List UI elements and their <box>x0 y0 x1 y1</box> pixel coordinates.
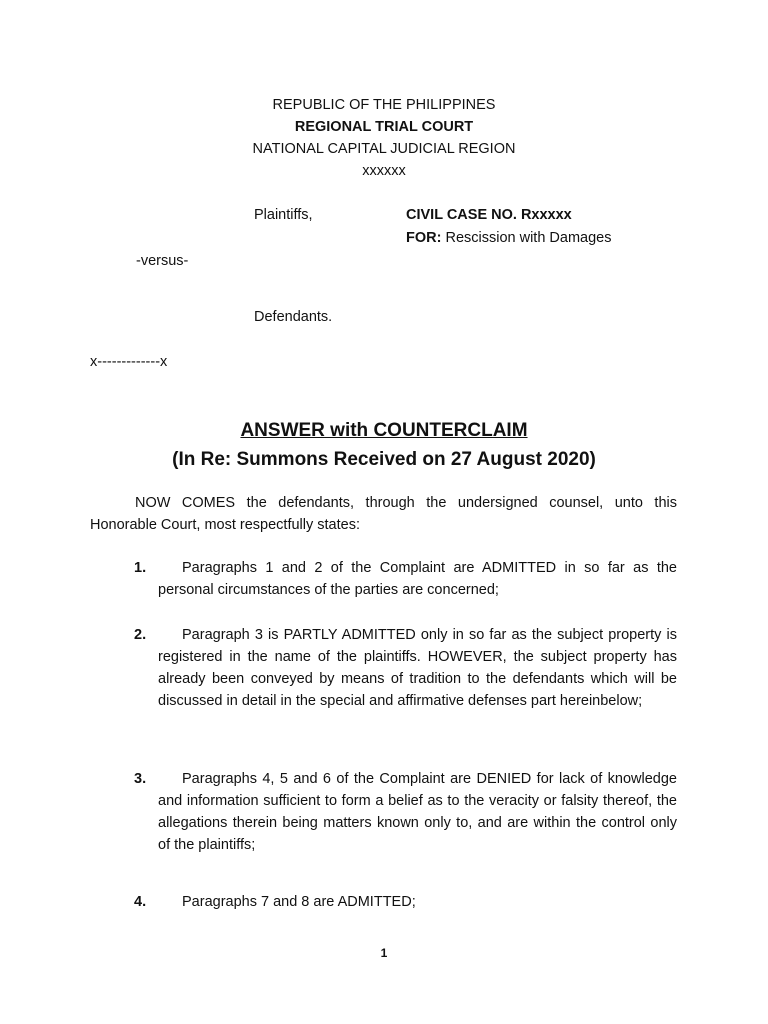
page-number: 1 <box>380 946 388 960</box>
versus-label: -versus- <box>136 253 189 269</box>
document-title: ANSWER with COUNTERCLAIM <box>240 420 528 441</box>
item-number: 2. <box>134 627 147 643</box>
civil-case-number: CIVIL CASE NO. Rxxxxx <box>406 207 572 223</box>
header-branch: xxxxxx <box>362 163 406 179</box>
header-region: NATIONAL CAPITAL JUDICIAL REGION <box>252 141 516 157</box>
for-value: Rescission with Damages <box>441 230 612 246</box>
case-nature <box>406 228 611 248</box>
document-subtitle: (In Re: Summons Received on 27 August 2020) <box>172 449 596 470</box>
item-number: 4. <box>134 894 147 910</box>
header-republic: REPUBLIC OF THE PHILIPPINES <box>272 97 496 113</box>
intro-paragraph: NOW COMES the defendants, through the undersigned counsel, unto this Honorable Court, most respectfully states: <box>90 495 677 533</box>
item-text: Paragraph 3 is PARTLY ADMITTED only in so far as the subject property is registered in the name of the plaintiffs. HOWEVER, the subject property has already been conveyed by means of tradition to the defendants which will be discussed in detail in the special and affirmative defenses part hereinbelow; <box>158 627 677 709</box>
caption-separator: x-------------x <box>90 354 168 370</box>
item-number: 1. <box>134 560 147 576</box>
plaintiffs-label: Plaintiffs, <box>254 207 313 223</box>
for-label: FOR: <box>406 230 442 246</box>
item-text: Paragraphs 1 and 2 of the Complaint are ADMITTED in so far as the personal circumstances of the parties are concerned; <box>158 560 677 598</box>
item-text: Paragraphs 7 and 8 are ADMITTED; <box>182 894 416 910</box>
item-text: Paragraphs 4, 5 and 6 of the Complaint are DENIED for lack of knowledge and information sufficient to form a belief as to the veracity or falsity thereof, the allegations therein being matters known only to, and are within the control only of the plaintiffs; <box>158 771 677 853</box>
item-number: 3. <box>134 771 147 787</box>
header-court: REGIONAL TRIAL COURT <box>294 119 474 135</box>
defendants-label: Defendants. <box>254 309 333 325</box>
